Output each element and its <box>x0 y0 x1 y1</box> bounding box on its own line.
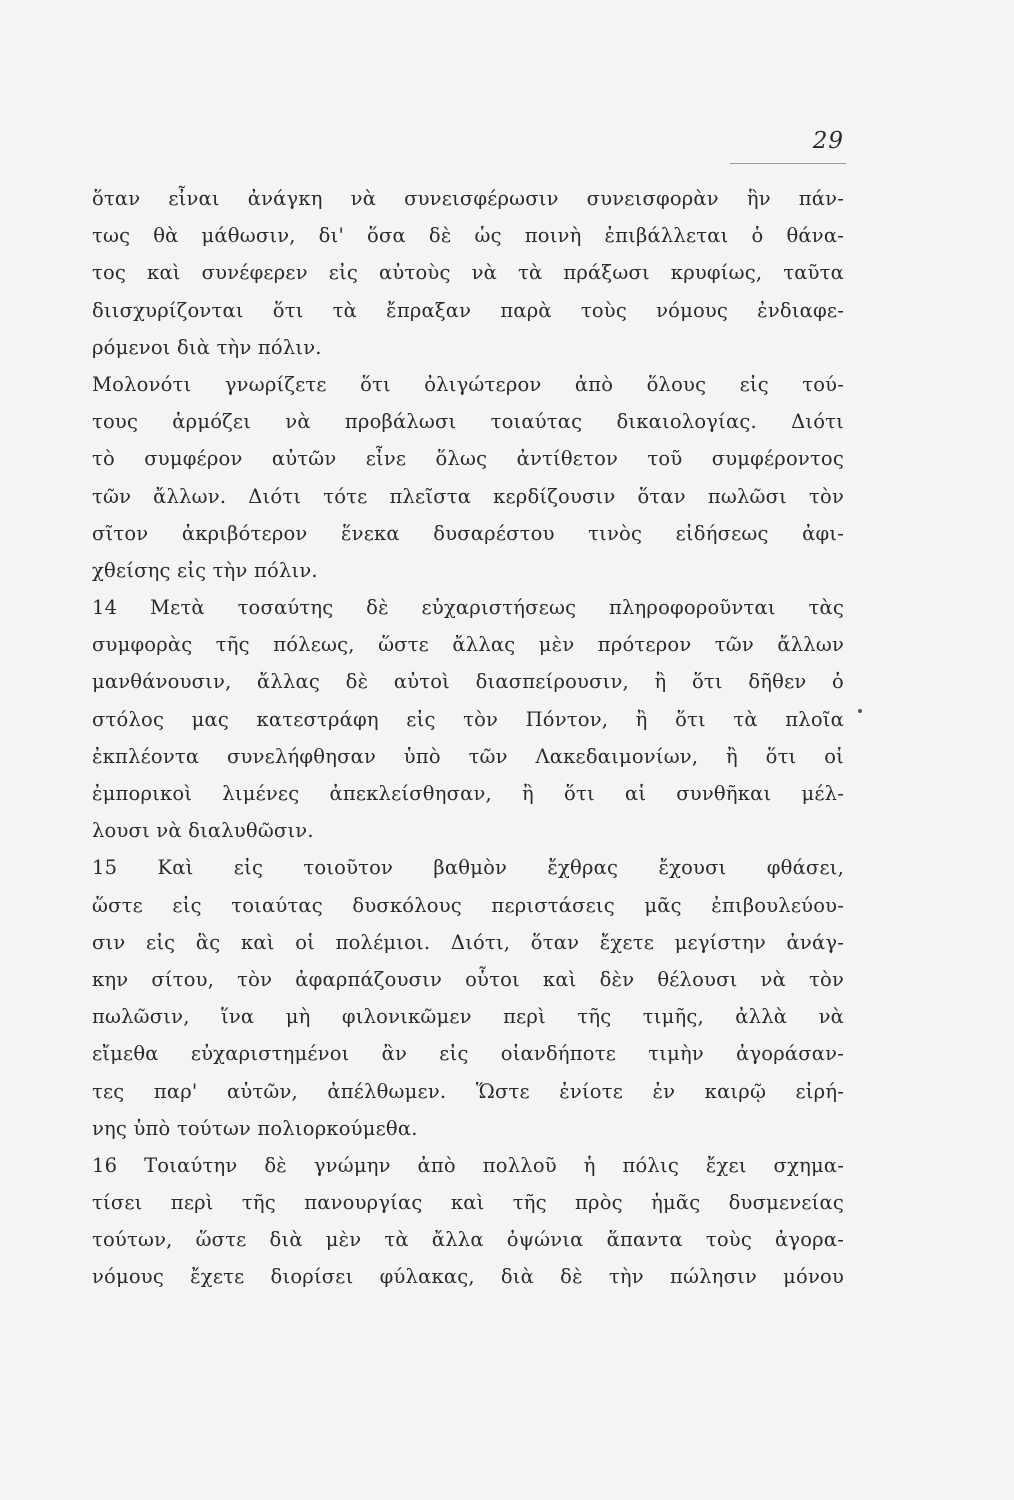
text-line: λουσι νὰ διαλυθῶσιν. <box>92 819 314 843</box>
text-line: κην σίτου, τὸν ἀφαρπάζουσιν οὗτοι καὶ δὲν θέλουσι νὰ τὸν <box>92 967 844 991</box>
text-line: σιν εἰς ἃς καὶ οἱ πολέμιοι. Διότι, ὅταν ἔχετε μεγίστην ἀνάγ- <box>92 930 844 954</box>
text-line: τὸ συμφέρον αὐτῶν εἶνε ὅλως ἀντίθετον τοῦ συμφέροντος <box>92 447 844 471</box>
text-line: χθείσης εἰς τὴν πόλιν. <box>92 558 318 582</box>
page-number: 29 <box>812 128 844 154</box>
text-line: νόμους ἔχετε διορίσει φύλακας, διὰ δὲ τὴν πώλησιν μόνου <box>92 1265 844 1289</box>
stray-ink-mark <box>858 709 862 713</box>
body-text <box>92 180 844 1296</box>
text-line: τες παρ' αὐτῶν, ἀπέλθωμεν. Ὥστε ἐνίοτε ἐν καιρῷ εἰρή- <box>92 1079 844 1103</box>
text-line: συμφορὰς τῆς πόλεως, ὥστε ἄλλας μὲν πρότερον τῶν ἄλλων <box>92 633 844 657</box>
text-line: 16 Τοιαύτην δὲ γνώμην ἀπὸ πολλοῦ ἡ πόλις ἔχει σχημα- <box>92 1153 844 1177</box>
text-line: εἴμεθα εὐχαριστημένοι ἂν εἰς οἱανδήποτε τιμὴν ἀγοράσαν- <box>92 1042 844 1066</box>
text-line: τῶν ἄλλων. Διότι τότε πλεῖστα κερδίζουσιν ὅταν πωλῶσι τὸν <box>92 484 844 508</box>
text-line: τος καὶ συνέφερεν εἰς αὐτοὺς νὰ τὰ πράξωσι κρυφίως, ταῦτα <box>92 261 844 285</box>
text-line: ὥστε εἰς τοιαύτας δυσκόλους περιστάσεις μᾶς ἐπιβουλεύου- <box>92 893 844 917</box>
text-line: πωλῶσιν, ἵνα μὴ φιλονικῶμεν περὶ τῆς τιμῆς, ἀλλὰ νὰ <box>92 1005 844 1029</box>
text-line: ρόμενοι διὰ τὴν πόλιν. <box>92 335 322 359</box>
text-line: μανθάνουσιν, ἄλλας δὲ αὐτοὶ διασπείρουσιν, ἢ ὅτι δῆθεν ὁ <box>92 670 844 694</box>
text-line: νης ὑπὸ τούτων πολιορκούμεθα. <box>92 1116 418 1140</box>
text-line: στόλος μας κατεστράφη εἰς τὸν Πόντον, ἢ ὅτι τὰ πλοῖα <box>92 707 844 731</box>
text-line: τούτων, ὥστε διὰ μὲν τὰ ἄλλα ὀψώνια ἅπαντα τοὺς ἀγορα- <box>92 1228 844 1252</box>
text-line: ἐμπορικοὶ λιμένες ἀπεκλείσθησαν, ἢ ὅτι αἱ συνθῆκαι μέλ- <box>92 782 844 805</box>
text-line: τους ἁρμόζει νὰ προβάλωσι τοιαύτας δικαιολογίας. Διότι <box>92 410 844 434</box>
text-line: ὅταν εἶναι ἀνάγκη νὰ συνεισφέρωσιν συνεισφορὰν ἣν πάν- <box>92 187 844 210</box>
text-line: 14 Μετὰ τοσαύτης δὲ εὐχαριστήσεως πληροφοροῦνται τὰς <box>92 596 844 620</box>
text-line: τίσει περὶ τῆς πανουργίας καὶ τῆς πρὸς ἡμᾶς δυσμενείας <box>92 1191 844 1215</box>
text-line: σῖτον ἀκριβότερον ἕνεκα δυσαρέστου τινὸς εἰδήσεως ἀφι- <box>92 521 844 545</box>
text-line: 15 Καὶ εἰς τοιοῦτον βαθμὸν ἔχθρας ἔχουσι φθάσει, <box>92 856 844 880</box>
text-line: διισχυρίζονται ὅτι τὰ ἔπραξαν παρὰ τοὺς νόμους ἐνδιαφε- <box>92 298 844 322</box>
text-line: Μολονότι γνωρίζετε ὅτι ὀλιγώτερον ἀπὸ ὅλους εἰς τού- <box>92 372 844 396</box>
text-line: τως θὰ μάθωσιν, δι' ὅσα δὲ ὡς ποινὴ ἐπιβάλλεται ὁ θάνα- <box>92 224 844 248</box>
text-line: ἐκπλέοντα συνελήφθησαν ὑπὸ τῶν Λακεδαιμονίων, ἢ ὅτι οἱ <box>92 744 844 768</box>
page-number-rule <box>730 163 846 164</box>
